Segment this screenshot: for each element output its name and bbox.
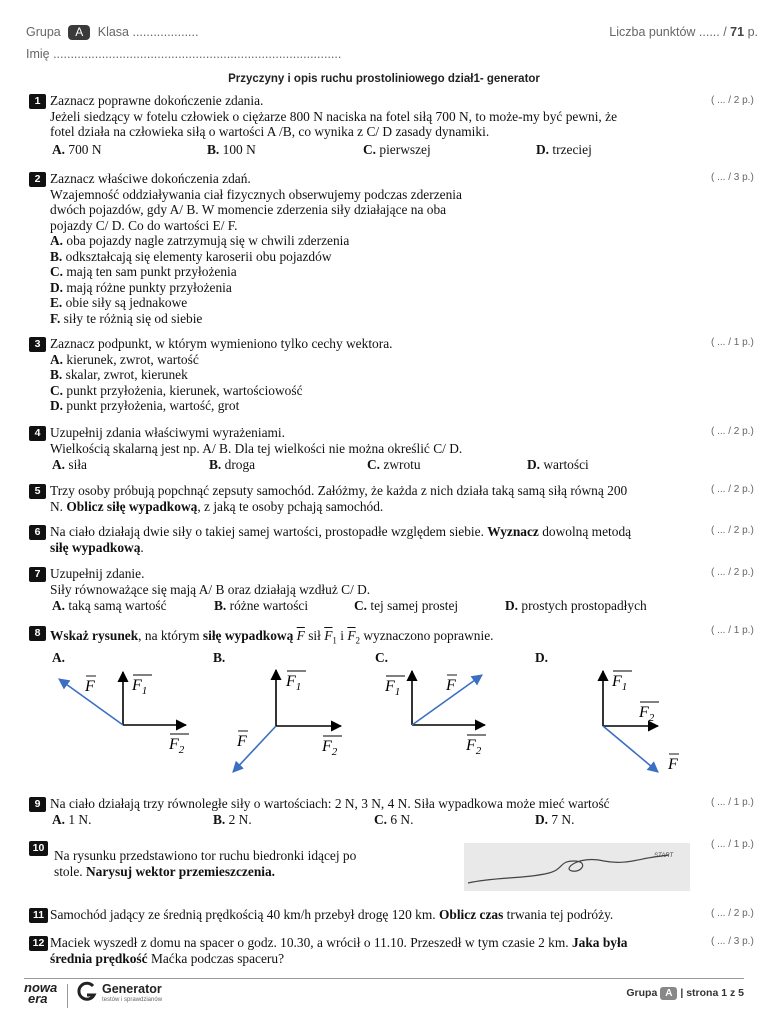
label-f: F	[85, 678, 95, 695]
option-c[interactable]: C. tej samej prostej	[354, 598, 459, 613]
option-a[interactable]: A. taką samą wartość	[52, 598, 167, 613]
label-f2: $F_2$	[466, 737, 482, 757]
label-f: F	[446, 677, 456, 694]
logo-separator	[67, 984, 68, 1008]
option-a[interactable]: A. kierunek, zwrot, wartość	[50, 351, 199, 367]
task-text-line: N. Oblicz siłę wypadkową, z jaką te osoby pchają samochód.	[50, 498, 384, 514]
header-group	[26, 25, 198, 40]
task-points: ( ... / 2 p.)	[711, 426, 754, 437]
task-text-line: Trzy osoby próbują popchnąć zepsuty samochód. Załóżmy, że każda z nich działa taką samą siłą równą 200	[50, 483, 628, 498]
vector-f	[603, 726, 658, 772]
points-label: Liczba punktów ...... /	[609, 25, 727, 39]
brand-subtitle: testów i sprawdzianów	[102, 997, 163, 1003]
task-4	[29, 425, 689, 473]
task-9	[29, 796, 689, 827]
task-points: ( ... / 2 p.)	[711, 95, 754, 106]
task-points: ( ... / 1 p.)	[711, 625, 754, 636]
figure-label-d[interactable]: D.	[535, 650, 549, 665]
task-text-line: dwóch pojazdów, gdy A/ B. W momencie zderzenia siły działające na oba	[50, 202, 447, 217]
option-b[interactable]: B. droga	[209, 457, 256, 472]
option-d[interactable]: D. punkt przyłożenia, wartość, grot	[50, 398, 240, 413]
task-5	[29, 483, 689, 514]
option-d[interactable]: D. 7 N.	[535, 811, 575, 827]
task-2	[29, 171, 689, 326]
task-points: ( ... / 1 p.)	[711, 337, 754, 348]
option-c[interactable]: C. mają ten sam punkt przyłożenia	[50, 264, 237, 279]
ladybug-track-image[interactable]	[464, 843, 690, 891]
task-number: 6	[29, 525, 46, 540]
task-12	[29, 935, 689, 966]
task-text-line: Na rysunku przedstawiono tor ruchu biedronki idącej po	[54, 848, 357, 863]
task-text-line: fotel działa na człowieka siłą o wartości A /B, co wynika z C/ D zasady dynamiki.	[50, 124, 490, 139]
task-number: 10	[29, 841, 48, 856]
task-number: 1	[29, 94, 46, 109]
points-unit: p.	[747, 25, 758, 39]
option-c[interactable]: C. zwrotu	[367, 457, 421, 472]
figure-label-a[interactable]: A.	[52, 650, 66, 665]
label-f1: $F_1$	[286, 673, 302, 693]
label-f1: $F_1$	[612, 673, 628, 693]
option-b[interactable]: B. odkształcają się elementy karoserii obu pojazdów	[50, 248, 332, 264]
task-text-line: Na ciało działają trzy równoległe siły o wartościach: 2 N, 3 N, 4 N. Siła wypadkowa może mieć wartość	[50, 796, 610, 811]
label-f1: $F_1$	[385, 678, 401, 698]
task-text-line: stole. Narysuj wektor przemieszczenia.	[54, 863, 276, 879]
task-number: 12	[29, 936, 48, 951]
task-points: ( ... / 1 p.)	[711, 839, 754, 850]
vector-figures	[0, 660, 768, 785]
option-f[interactable]: F. siły te różnią się od siebie	[50, 310, 203, 326]
task-text-line: Samochód jadący ze średnią prędkością 40 km/h przebył drogę 120 km. Oblicz czas trwania tej podróży.	[50, 907, 614, 922]
label-f2: $F_2$	[169, 736, 185, 756]
task-number: 11	[29, 908, 48, 923]
header-points	[609, 25, 758, 39]
option-e[interactable]: E. obie siły są jednakowe	[50, 295, 188, 310]
option-c[interactable]: C. 6 N.	[374, 811, 414, 827]
task-points: ( ... / 2 p.)	[711, 525, 754, 536]
label-f2: $F_2$	[639, 704, 655, 724]
footer-page-info: Grupa A | strona 1 z 5	[626, 987, 744, 999]
option-c[interactable]: C. pierwszej	[363, 141, 431, 157]
task-points: ( ... / 3 p.)	[711, 936, 754, 947]
option-d[interactable]: D. trzeciej	[536, 141, 592, 157]
task-number: 8	[29, 626, 46, 641]
footer-divider	[24, 978, 744, 979]
task-text-line: Na ciało działają dwie siły o takiej samej wartości, prostopadłe względem siebie. Wyznacz dowolną metodą	[50, 524, 632, 539]
figure-a[interactable]	[59, 672, 186, 725]
task-text-line: Uzupełnij zdania właściwymi wyrażeniami.	[50, 425, 285, 440]
task-number: 5	[29, 484, 46, 499]
task-3	[29, 336, 689, 414]
option-b[interactable]: B. różne wartości	[214, 598, 309, 613]
option-a[interactable]: A. 1 N.	[52, 811, 92, 827]
label-f: F	[668, 756, 678, 773]
class-label: Klasa ...................	[97, 25, 199, 39]
task-8: 8 Wskaż rysunek, na którym siłę wypadkową $\overline{F}$ sił $\overline{F}_1$ i $\overline{F}_2$ wyznaczono poprawnie.	[29, 625, 689, 649]
task-1	[29, 93, 689, 157]
task-text-line: Zaznacz podpunkt, w którym wymieniono tylko cechy wektora.	[50, 336, 393, 351]
task-7	[29, 566, 689, 614]
start-label: START	[654, 853, 674, 859]
group-label: Grupa	[26, 25, 61, 39]
task-points: ( ... / 3 p.)	[711, 172, 754, 183]
task-text-line: pojazdy C/ D. Co do wartości E/ F.	[50, 217, 238, 233]
task-text-line: Maciek wyszedł z domu na spacer o godz. 10.30, a wrócił o 11.10. Przeszedł w tym czasie 2 km. Jaka była	[50, 935, 628, 950]
task-points: ( ... / 2 p.)	[711, 567, 754, 578]
task-number: 9	[29, 797, 46, 812]
label-f2: $F_2$	[322, 738, 338, 758]
task-text-line: Zaznacz właściwe dokończenia zdań.	[50, 171, 251, 186]
option-a[interactable]: A. siła	[52, 457, 87, 472]
points-total: 71	[730, 25, 745, 39]
task-text-line: średnia prędkość Maćka podczas spaceru?	[50, 950, 285, 966]
task-text-line: Zaznacz poprawne dokończenie zdania.	[50, 93, 264, 108]
task-number: 4	[29, 426, 46, 441]
task-11	[29, 907, 689, 923]
task-points: ( ... / 1 p.)	[711, 797, 754, 808]
name-field: Imię ...................................................................................	[26, 47, 342, 61]
footer-group-badge: A	[660, 987, 677, 1000]
task-text-line: Wielkością skalarną jest np. A/ B. Dla tej wielkości nie można określić C/ D.	[50, 440, 463, 456]
option-c[interactable]: C. punkt przyłożenia, kierunek, wartościowość	[50, 382, 303, 398]
page-title: Przyczyny i opis ruchu prostoliniowego dział1- generator	[228, 73, 540, 85]
task-10	[29, 840, 449, 879]
option-b[interactable]: B. 2 N.	[213, 811, 252, 827]
option-a[interactable]: A. oba pojazdy nagle zatrzymują się w chwili zderzenia	[50, 233, 350, 248]
label-f: F	[237, 733, 247, 750]
task-points: ( ... / 2 p.)	[711, 484, 754, 495]
task-text-line: Wzajemność oddziaływania ciał fizycznych obserwujemy podczas zderzenia	[50, 186, 462, 202]
generator-logo-icon	[76, 981, 98, 1003]
option-b[interactable]: B. 100 N	[207, 141, 256, 157]
option-d[interactable]: D. prostych prostopadłych	[505, 598, 647, 613]
figure-label-b[interactable]: B.	[213, 650, 226, 665]
task-number: 2	[29, 172, 46, 187]
option-d[interactable]: D. mają różne punkty przyłożenia	[50, 279, 232, 295]
group-badge: A	[68, 25, 90, 40]
label-f1: $F_1$	[132, 677, 148, 697]
option-d[interactable]: D. wartości	[527, 457, 589, 472]
task-text-line: siłę wypadkową.	[50, 539, 144, 555]
option-b[interactable]: B. skalar, zwrot, kierunek	[50, 367, 188, 382]
brand-name: Generator	[102, 982, 162, 996]
task-points: ( ... / 2 p.)	[711, 908, 754, 919]
task-number: 3	[29, 337, 46, 352]
ladybug-path	[468, 855, 669, 883]
task-text-line: Jeżeli siedzący w fotelu człowiek o ciężarze 800 N naciska na fotel siłą 700 N, to może-my być pewni, że	[50, 108, 618, 124]
task-text-line: Siły równoważące się mają A/ B oraz działają wzdłuż C/ D.	[50, 581, 371, 597]
nowa-era-logo: nowa era	[24, 980, 58, 1006]
task-text-line: Uzupełnij zdanie.	[50, 566, 145, 581]
task-number: 7	[29, 567, 46, 582]
option-a[interactable]: A. 700 N	[52, 141, 102, 157]
task-6	[29, 524, 689, 555]
figure-label-c[interactable]: C.	[375, 650, 389, 665]
